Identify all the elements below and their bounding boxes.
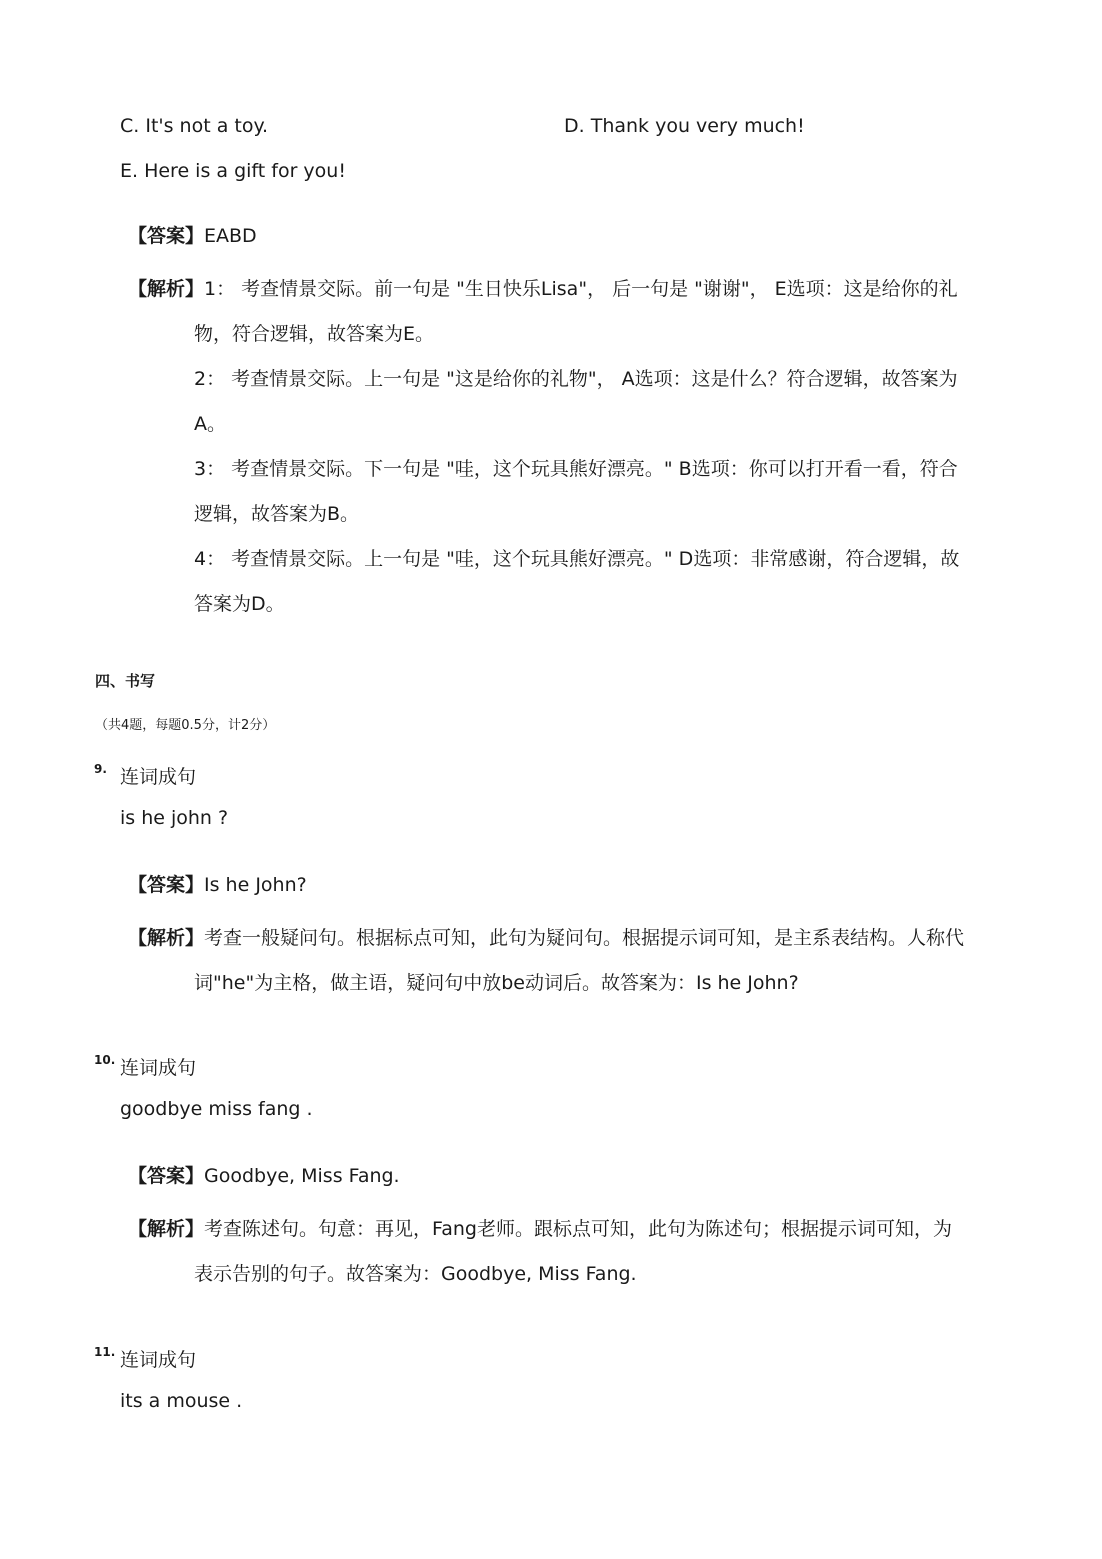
analysis-line: 答案为D。 [194, 593, 285, 615]
analysis-block [128, 1216, 952, 1242]
analysis-block [128, 925, 964, 951]
analysis-label: 【解析】 [128, 1218, 205, 1240]
answer-label: 【答案】 [128, 874, 205, 896]
answer-label: 【答案】 [128, 225, 205, 247]
analysis-label: 【解析】 [128, 278, 205, 300]
analysis-line: 考查一般疑问句。根据标点可知，此句为疑问句。根据提示词可知，是主系表结构。人称代 [204, 927, 965, 949]
answer-block [128, 1161, 400, 1188]
question-number: 11. [94, 1345, 116, 1359]
question-prompt: is he john ? [120, 807, 229, 829]
analysis-line: 考查陈述句。句意：再见，Fang老师。跟标点可知，此句为陈述句；根据提示词可知，为 [204, 1218, 952, 1240]
question-number: 9. [94, 762, 107, 776]
answer-text: EABD [204, 225, 257, 247]
analysis-block [128, 276, 958, 302]
analysis-line: 逻辑，故答案为B。 [194, 503, 360, 525]
analysis-line: 2： 考查情景交际。上一句是 "这是给你的礼物"， A选项：这是什么？符合逻辑，故答案为 [194, 368, 958, 390]
answer-label: 【答案】 [128, 1165, 205, 1187]
analysis-line: 物，符合逻辑，故答案为E。 [194, 323, 435, 345]
analysis-line: 4： 考查情景交际。上一句是 "哇，这个玩具熊好漂亮。" D选项：非常感谢，符合逻辑，故 [194, 548, 960, 570]
question-prompt: its a mouse . [120, 1390, 243, 1412]
analysis-line: 1： 考查情景交际。前一句是 "生日快乐Lisa"， 后一句是 "谢谢"， E选项：这是给你的礼 [204, 278, 958, 300]
question-title: 连词成句 [120, 1057, 197, 1079]
analysis-line: 表示告别的句子。故答案为：Goodbye, Miss Fang. [194, 1263, 637, 1285]
option-d: D. Thank you very much! [564, 115, 805, 137]
question-number: 10. [94, 1053, 116, 1067]
option-e: E. Here is a gift for you! [120, 160, 346, 182]
analysis-line: 词"he"为主格，做主语，疑问句中放be动词后。故答案为：Is he John? [194, 972, 799, 994]
question-title: 连词成句 [120, 1349, 197, 1371]
answer-text: Goodbye, Miss Fang. [204, 1165, 400, 1187]
option-c: C. It's not a toy. [120, 115, 269, 137]
section-title: 四、书写 [95, 672, 156, 690]
answer-text: Is he John? [204, 874, 307, 896]
analysis-line: A。 [194, 413, 226, 435]
analysis-label: 【解析】 [128, 927, 205, 949]
analysis-line: 3： 考查情景交际。下一句是 "哇，这个玩具熊好漂亮。" B选项：你可以打开看一看，符合 [194, 458, 958, 480]
answer-block [128, 870, 307, 897]
section-note: （共4题，每题0.5分，计2分） [95, 718, 276, 733]
answer-block [128, 221, 257, 248]
question-title: 连词成句 [120, 766, 197, 788]
question-prompt: goodbye miss fang . [120, 1098, 313, 1120]
